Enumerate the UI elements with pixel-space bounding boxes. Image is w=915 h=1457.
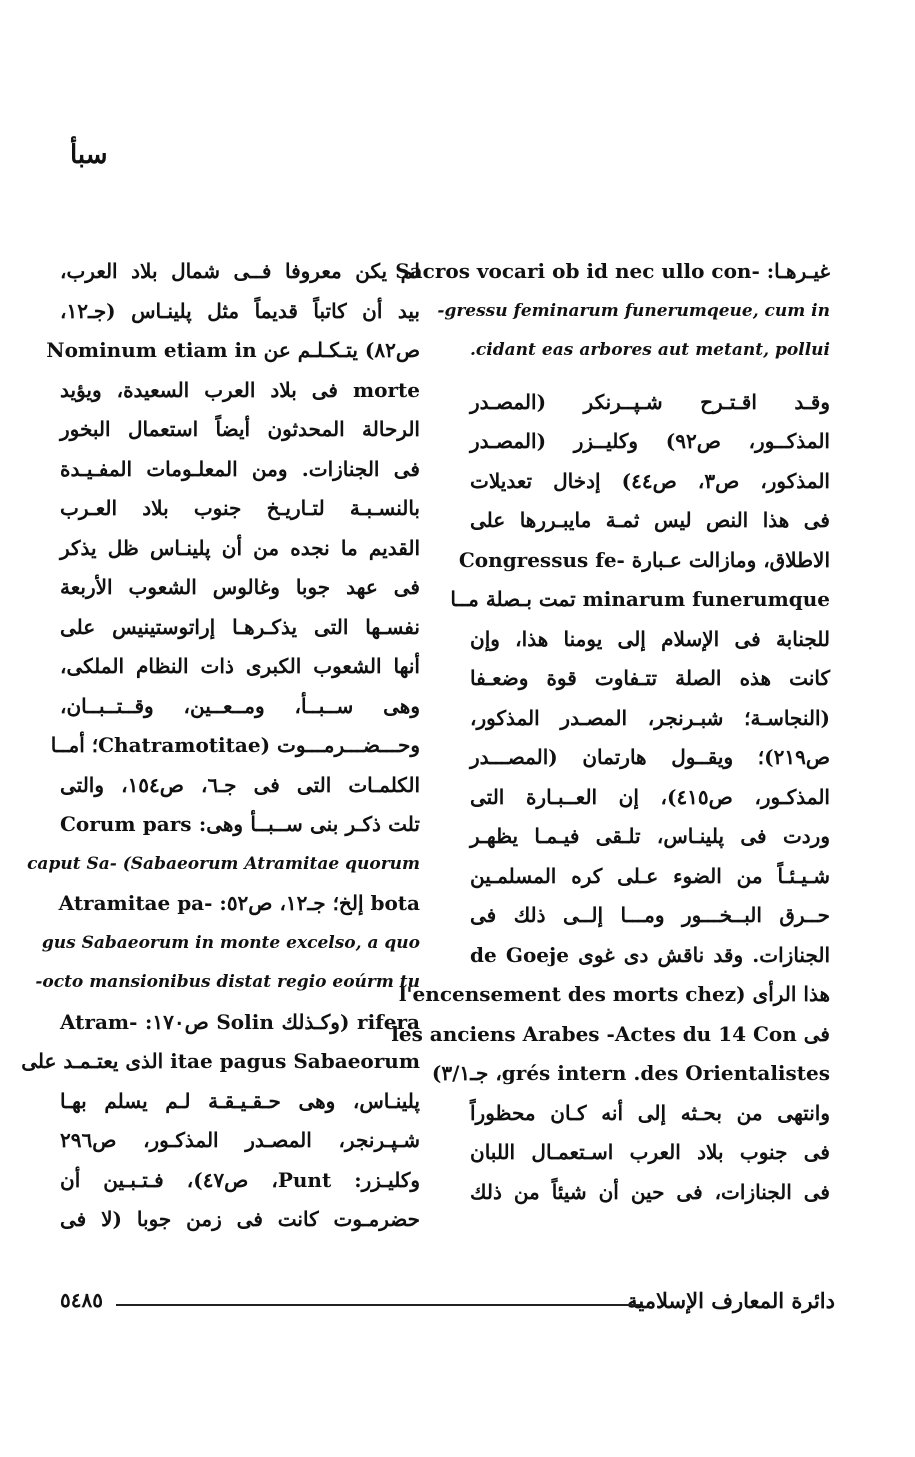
text-line: فى الجنازات. ومن المعلـومات المفـيـدة (60, 456, 420, 481)
text-line: minarum funerumque تمت بـصلة مــا (450, 587, 830, 611)
text-line: فى هذا النص ليس ثمـة مايبـررها على (470, 508, 830, 532)
text-line: تلت ذكـر بنى ســبــأ وهى: Corum pars (60, 812, 420, 836)
text-line: وحـــضـــرمـــوت (Chatramotitae؛ أمــا (50, 733, 420, 757)
text-line: وكليـزر: Punt، ص٤٧)، فـتـبـين أن (60, 1167, 420, 1192)
running-head: سبأ (70, 140, 108, 170)
text-line: الكلمـات التى فى جـ٦، ص١٥٤، والتى (60, 772, 421, 797)
page-number: ٥٤٨٥ (60, 1288, 103, 1312)
text-line: فى الجنازات، فى حين أن شيئاً من ذلك (470, 1179, 830, 1204)
footer-title: دائرة المعارف الإسلامية (627, 1288, 835, 1313)
text-line: كانت هذه الصلة تتـفاوت قوة وضعـفا (470, 666, 830, 690)
text-line: هذا الرأى (l'encensement des morts chez (398, 982, 830, 1006)
text-line: الرحالة المحدثون أيضاً استعمال البخور (60, 417, 420, 441)
text-line: لم يكن معروفا فــى شمال بلاد العرب، (60, 259, 420, 283)
text-line: حضرمـوت كانت فى زمن جوبا (لا فى (60, 1207, 420, 1231)
text-line: شـپـرنجر، المصـدر المذكـور، ص٢٩٦ (60, 1128, 420, 1152)
paragraph-gap (470, 371, 830, 383)
text-line: فى جنوب بلاد العرب اسـتعمـال اللبان (470, 1140, 830, 1164)
text-line: وردت فى پلينـاس، تلـقى فيـمـا يظهـر (470, 824, 830, 848)
text-line: ص٨٢) يتـكـلـم عن Nominum etiam in (46, 338, 420, 362)
text-line: المذكــور، ص٩٢) وكليــزر (المصـدر (470, 429, 830, 453)
text-line: gressu feminarum funerumqeue, cum in- (437, 300, 830, 321)
text-line: وقـد اقـتـرح شـپــرنكر (المصـدر (470, 389, 830, 414)
text-line: bota إلخ؛ جـ١٢، ص٥٢: -Atramitae pa (58, 891, 420, 915)
text-line: حــرق البــخـــور ومـــا إلــى ذلك فى (470, 903, 830, 927)
left-column (21, 252, 421, 1240)
text-line: المذكور، ص٣، ص٤٤) إدخال تعديلات (470, 468, 830, 493)
text-line: rifera (وكـذلك Solin ص١٧٠: -Atram (60, 1009, 420, 1034)
text-line: غيـرهـا: -Sacros vocari ob id nec ullo con (395, 259, 830, 283)
text-line: الاطلاق، ومازالت عـبارة -Congressus fe (458, 547, 830, 572)
text-line: بيد أن كاتباً قديماً مثل پلينـاس (جـ١٢، (60, 298, 420, 323)
text-line: للجنابة فى الإسلام إلى يومنا هذا، وإن (470, 626, 830, 651)
text-line: فى les anciens Arabes -Actes du 14 Con (391, 1021, 830, 1046)
text-line: أنها الشعوب الكبرى ذات النظام الملكى، (60, 654, 420, 678)
text-line: morte فى بلاد العرب السعيدة، ويؤيد (60, 377, 420, 402)
text-line: ص٢١٩)؛ ويقــول هارتمان (المصـــدر (470, 745, 830, 769)
footer-rule (116, 1304, 640, 1306)
text-line: المذكـور، ص٤١٥)، إن العــبـارة التى (470, 784, 830, 809)
text-line: بالنسـبـة لتـاريـخ جنوب بلاد العـرب (60, 496, 420, 520)
text-line: الجنازات. وقد ناقش دى غوى de Goeje (470, 942, 831, 967)
text-line: cidant eas arbores aut metant, pollui. (470, 340, 830, 360)
page-footer (60, 1288, 835, 1318)
text-line: grés intern .des Orientalistes، جـ٣/١) (431, 1061, 830, 1085)
text-line: فى عهد جوبا وغالوس الشعوب الأربعة (60, 575, 420, 599)
text-line: وهى ســبــأ، ومــعــين، وقــتــبــان، (60, 693, 420, 718)
text-line: نفسـها التى يذكـرهـا إراتوستينيس على (60, 614, 420, 639)
text-line: شـيـئـاً من الضوء عـلى كره المسلمـين (470, 863, 830, 888)
text-line: gus Sabaeorum in monte excelso, a quo (41, 932, 420, 953)
text-line: وانتهى من بحـثه إلى أنه كـان محظوراً (470, 1100, 830, 1125)
text-line: (النجاسـة؛ شبـرنجر، المصـدر المذكور، (470, 705, 830, 730)
text-line: caput Sa- (Sabaeorum Atramitae quorum (27, 853, 420, 874)
text-line: octo mansionibus distat regio eoúrm tu- (35, 972, 420, 992)
text-line: پلينـاس، وهى حـقـيـقـة لـم يسلم بهـا (60, 1088, 420, 1113)
right-column (391, 252, 831, 1212)
text-line: itae pagus Sabaeorum الذى يعتـمـد على (21, 1049, 420, 1073)
text-line: القديم ما نجده من أن پلينـاس ظل يذكر (60, 535, 420, 560)
